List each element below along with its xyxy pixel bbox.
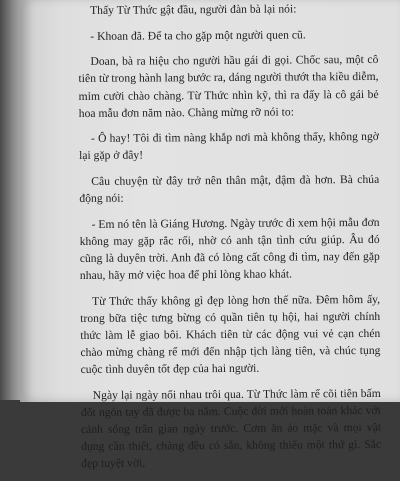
paragraph: Doan, bà ra hiệu cho người hầu gái đi gọi. Chốc sau, một cô tiên từ trong hành lang bước ra, dáng người thướt tha kiều diễm, mỉm cười chào chàng. Từ Thức nhìn kỹ, thì ra đấy là cô gái bẻ hoa mẫu đơn năm nào. Chàng mừng rỡ nói to: [78,53,379,120]
paragraph: - Em nó tên là Giáng Hương. Ngày trước đi xem hội mẫu đơn không may gặp rắc rối, nhờ có anh tận tình cứu giúp. Âu đó cũng là duyên trời. Anh đã có lòng cất công đi tìm, nay đến gặp nhau, hãy mở việc hoa để phỉ lòng khao khát. [79,215,380,283]
paragraph: Ngày lại ngày nối nhau trôi qua. Từ Thức làm rể cõi tiên bấm đốt ngón tay đã được ba năm. Cuộc đời mới hoàn toàn khác với cảnh sống trần gian ngày trước. Cơm ăn áo mặc và mọi vật dụng cần thiết, chàng đều có sẵn, không thiếu một thứ gì. Sắc đẹp tuyệt vời, [80,386,382,471]
page-text [78,0,381,481]
book-page [20,0,400,471]
paragraph: Câu chuyện từ đây trở nên thân mật, đậm đà hơn. Bà chúa động nói: [79,173,380,206]
paragraph: Từ Thức thấy không gì đẹp lòng hơn thế nữa. Đêm hôm ấy, trong bữa tiệc tưng bừng có quần tiên tụ hội, hai người chính thức làm lễ giao bôi. Khách tiên từ các động vui vẻ cạn chén chào mừng chàng rể mới đến nhập tịch làng tiên, và chúc tụng cuộc tình duyên tốt đẹp của hai người. [80,292,381,377]
paragraph: - Ô hay! Tôi đi tìm nàng khắp nơi mà không thấy, không ngờ lại gặp ở đây! [79,130,379,163]
paragraph: Thấy Từ Thức gật đầu, người đàn bà lại nói: [90,2,297,17]
paragraph: - Khoan đã. Để ta cho gặp một người quen cũ. [90,28,306,43]
